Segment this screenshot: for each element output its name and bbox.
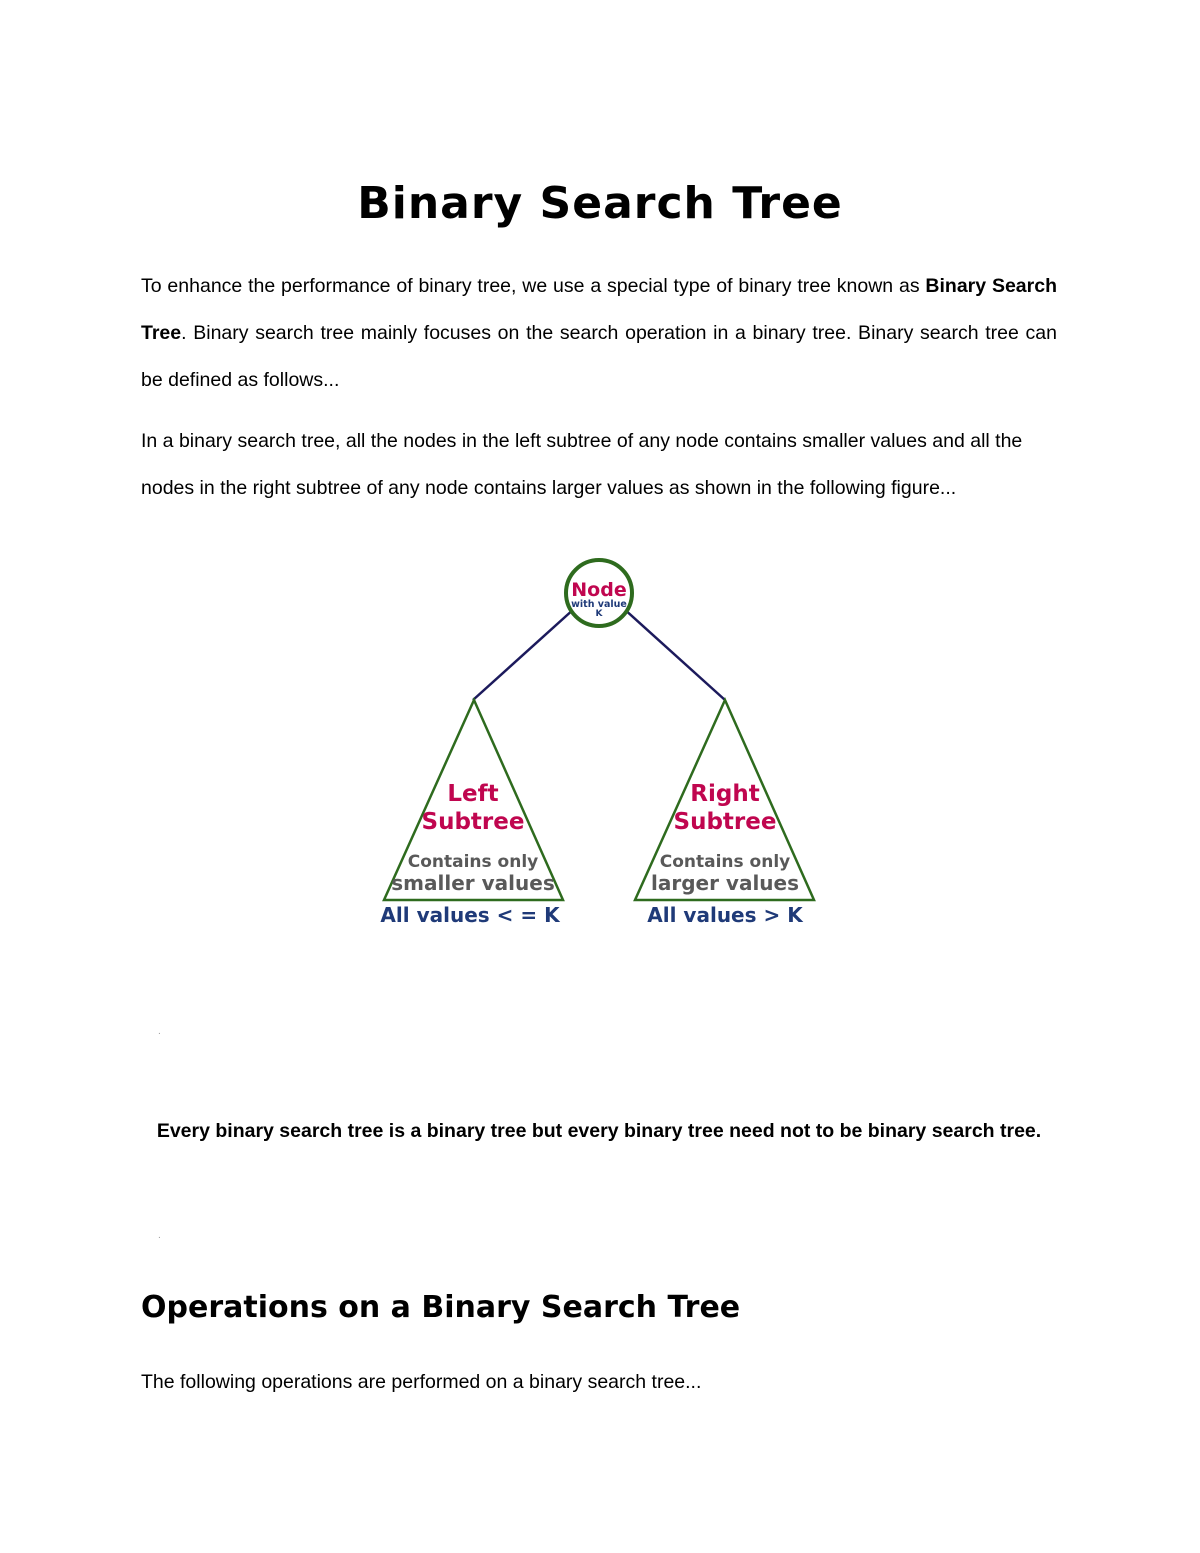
- right-subtree-desc-2: larger values: [650, 871, 800, 895]
- left-edge: [473, 608, 575, 700]
- intro-bold-term: Binary Search Tree: [141, 275, 1057, 344]
- section-heading: Operations on a Binary Search Tree: [141, 1290, 741, 1325]
- node-label: Node: [571, 579, 627, 601]
- stray-dot-1: .: [158, 1026, 161, 1037]
- definition-paragraph: In a binary search tree, all the nodes in the left subtree of any node contains smaller values and all the nodes in the right subtree of any node contains larger values as shown in the following figure...: [141, 430, 1023, 499]
- intro-text-1: To enhance the performance of binary tree, we use a special type of binary tree known as: [141, 275, 926, 297]
- left-subtree-desc-1: Contains only: [407, 852, 539, 872]
- left-subtree-rule: All values < = K: [380, 903, 560, 927]
- node-key-label: K: [595, 609, 603, 619]
- left-subtree-title-1: Left: [447, 781, 499, 807]
- right-subtree-desc-1: Contains only: [659, 852, 791, 872]
- stray-dot-2: .: [158, 1230, 161, 1241]
- intro-text-2: . Binary search tree mainly focuses on the search operation in a binary tree. Binary search tree can be defined as follows...: [141, 322, 1057, 391]
- node-sub-label: with value: [571, 599, 627, 610]
- operations-intro: The following operations are performed on a binary search tree...: [141, 1371, 702, 1393]
- left-subtree-desc-2: smaller values: [391, 871, 555, 895]
- left-subtree-title-2: Subtree: [421, 809, 525, 835]
- right-subtree-rule: All values > K: [647, 903, 803, 927]
- page-title: Binary Search Tree: [357, 178, 843, 229]
- bst-figure: [370, 550, 830, 935]
- bst-note: Every binary search tree is a binary tree but every binary tree need not to be binary search tree.: [156, 1120, 1042, 1142]
- right-edge: [623, 608, 725, 700]
- right-subtree-title-2: Subtree: [673, 809, 777, 835]
- intro-paragraph: [141, 263, 1057, 404]
- right-subtree-title-1: Right: [690, 781, 760, 807]
